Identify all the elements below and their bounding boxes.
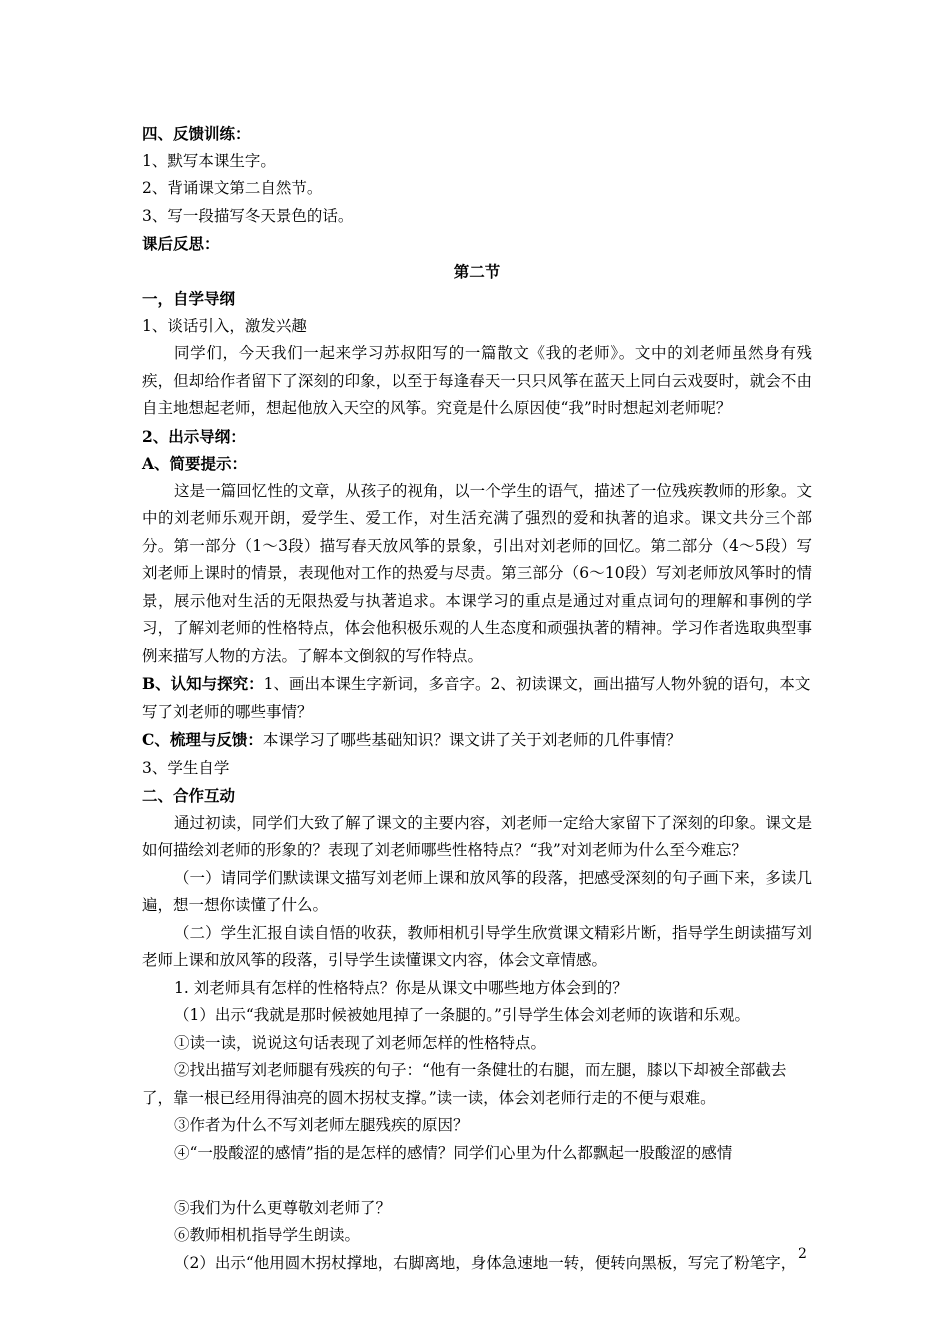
circle-item-1: ①读一读，说说这句话表现了刘老师怎样的性格特点。 [174,1033,547,1052]
section-title: 第二节 [453,261,501,281]
circle-item-5: ⑤我们为什么更尊敬刘老师了？ [174,1198,392,1217]
feedback-item-2: 2、背诵课文第二自然节。 [142,179,323,197]
activity-one: （一）请同学们默读课文描写刘老师上课和放风筝的段落，把感受深刻的句子画下来，多读几遍，想一想你读懂了什么。 [142,868,812,914]
feedback-heading: 四、反馈训练： [142,124,251,143]
reflection-label: 课后反思： [142,234,220,253]
brief-hint-label: A、简要提示： [142,454,248,473]
step-2: 2、出示导纲： [142,426,246,446]
brief-hint-paragraph: 这是一篇回忆性的文章，从孩子的视角，以一个学生的语气，描述了一位残疾教师的形象。文中的刘老师乐观开朗，爱学生、爱工作，对生活充满了强烈的爱和执著的追求。课文共分三个部分。第一部分（1～3段）描写春天放风筝的景象，引出对刘老师的回忆。第二部分（4～5段）写刘老师上课时的情景，表现他对工作的热爱与尽责。第三部分（6～10段）写刘老师放风筝时的情景，展示他对生活的无限热爱与执著追求。本课学习的重点是通过对重点词句的理解和事例的学习，了解刘老师的性格特点，体会他积极乐观的人生态度和顽强执著的精神。学习作者选取典型事例来描写人物的方法。了解本文倒叙的写作特点。 [142,481,812,665]
circle-item-2: ②找出描写刘老师腿有残疾的句子：“他有一条健壮的右腿，而左腿，膝以下却被全部截去了，靠一根已经用得油亮的圆木拐杖支撑。”读一读，体会刘老师行走的不便与艰难。 [142,1061,787,1107]
review-text: 本课学习了哪些基础知识？课文讲了关于刘老师的几件事情？ [262,731,682,749]
explore-paragraph [142,670,812,726]
question-1-2: （2）出示“他用圆木拐杖撑地，右脚离地，身体急速地一转，便转向黑板，写完了粉笔字， [174,1253,797,1272]
step-1: 1、谈话引入，激发兴趣 [142,316,307,335]
feedback-item-1: 1、默写本课生字。 [142,151,276,170]
step-3: 3、学生自学 [142,758,230,777]
explore-text: 1、画出本课生字新词，多音字。2、初读课文，画出描写人物外貌的语句，本文写了刘老师的哪些事情？ [142,675,811,721]
page-number: 2 [798,1246,807,1262]
question-1: 1. 刘老师具有怎样的性格特点？你是从课文中哪些地方体会到的？ [174,978,628,997]
document-body [142,120,812,1277]
cooperation-intro: 通过初读，同学们大致了解了课文的主要内容，刘老师一定给大家留下了深刻的印象。课文是如何描绘刘老师的形象的？表现了刘老师哪些性格特点？“我”对刘老师为什么至今难忘？ [142,813,812,859]
question-1-1: （1）出示“我就是那时候被她甩掉了一条腿的。”引导学生体会刘老师的诙谐和乐观。 [174,1006,750,1024]
cooperation-heading: 二、合作互动 [142,786,236,805]
circle-item-3: ③作者为什么不写刘老师左腿残疾的原因？ [174,1116,469,1134]
intro-paragraph: 同学们，今天我们一起来学习苏叔阳写的一篇散文《我的老师》。文中的刘老师虽然身有残疾，但却给作者留下了深刻的印象，以至于每逢春天一只只风筝在蓝天上同白云戏耍时，就会不由自主地想起老师，想起他放入天空的风筝。究竟是什么原因使“我”时时想起刘老师呢？ [142,344,812,417]
feedback-paragraph [142,726,812,755]
circle-item-6: ⑥教师相机指导学生朗读。 [174,1226,361,1244]
blank-line [142,1167,812,1195]
circle-item-4: ④“一股酸涩的感情”指的是怎样的感情？同学们心里为什么都飘起一股酸涩的感情 [174,1143,733,1162]
feedback-item-3: 3、写一段描写冬天景色的话。 [142,206,354,225]
activity-two: （二）学生汇报自读自悟的收获，教师相机引导学生欣赏课文精彩片断，指导学生朗读描写刘老师上课和放风筝的段落，引导学生读懂课文内容，体会文章情感。 [142,923,812,969]
review-label: C、梳理与反馈： [142,730,263,749]
self-study-heading: 一，自学导纲 [142,289,236,308]
explore-label: B、认知与探究： [142,674,264,693]
